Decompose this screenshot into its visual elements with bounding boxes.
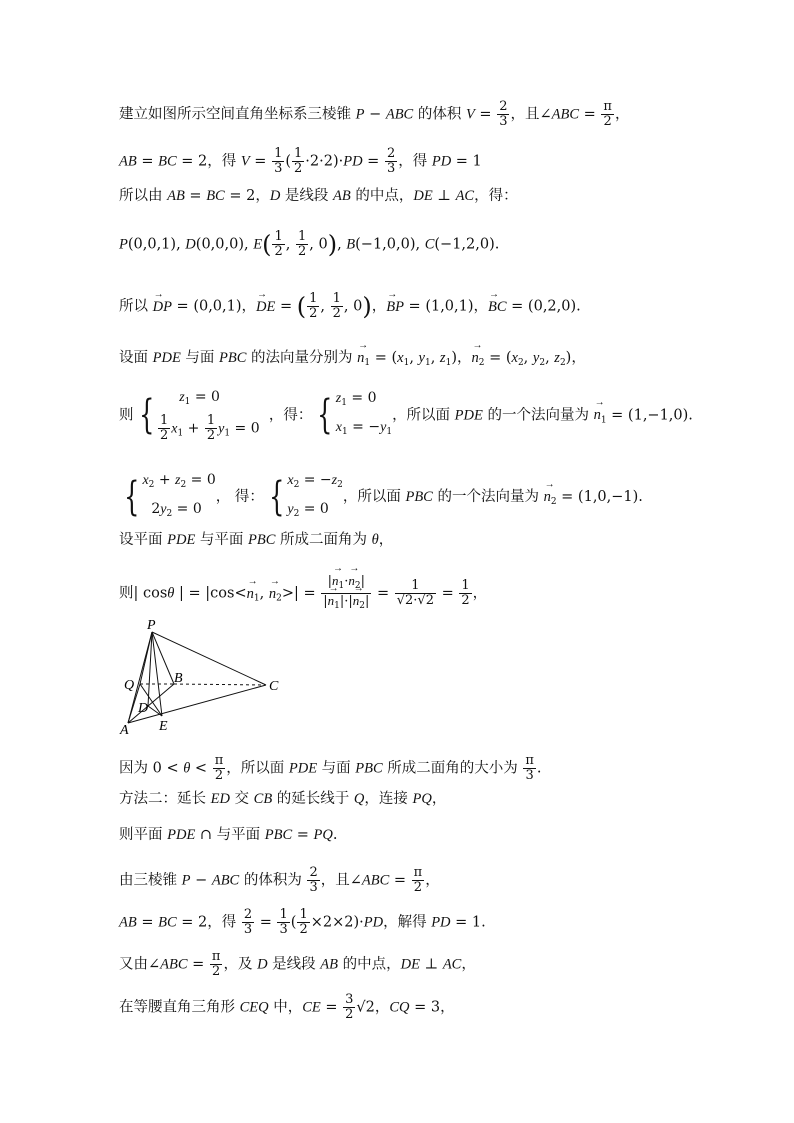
edge-PC: [152, 632, 266, 685]
label-E: E: [159, 719, 168, 734]
line-11: 因为 0 < θ < $\frac{\pi}{2}$ ，所以面 PDE 与面 PBC 所成二面角的大小为 $\frac{\pi}{3}$ .: [119, 753, 542, 783]
edge-DE: [148, 706, 162, 716]
line-15: AB = BC = 2，得 $\frac{2}{3}$ = $\frac{1}{3}$ ( $\frac{1}{2}$ ×2×2)·PD，解得 PD = 1.: [119, 907, 486, 937]
line-7: 则 { $z_1 = 0$ $\frac{1}{2}$ $x_1$ + $\frac{1}{2}$ $y_1 = 0$ ，得： { $z_1 = 0$ $x_1 = -y_1$ ，所以面 PDE 的一个法向量为 → $n_1 = (1,-1,0)$.: [119, 385, 693, 446]
line-13: 则平面 PDE ∩ 与平面 PBC = PQ.: [119, 827, 338, 843]
line-8: { $x_2 + z_2 = 0$ $2y_2 = 0$ ， 得： { $x_2 = -z_2$ $y_2 = 0$ ，所以面 PBC 的一个法向量为 → $n_2 = (1,0,-1)$.: [119, 468, 643, 526]
label-P: P: [147, 618, 156, 633]
line-17: 在等腰直角三角形 CEQ 中，CE = $\frac{3}{2}$ √2，CQ = 3，: [119, 992, 455, 1022]
line-12: 方法二：延长 ED 交 CB 的延长线于 Q，连接 PQ，: [119, 791, 447, 807]
label-A: A: [120, 723, 129, 738]
line-2: AB = BC = 2，得 V = $\frac{1}{3}$ ( $\frac{1}{2}$ ·2·2)·PD = $\frac{2}{3}$ ，得 PD = 1: [119, 146, 482, 176]
label-B: B: [174, 671, 183, 686]
line-3: 所以由 AB = BC = 2，D 是线段 AB 的中点，DE ⊥ AC，得：: [119, 188, 518, 204]
line-4: P(0,0,1), D(0,0,0), E( $\frac{1}{2}$ , $\frac{1}{2}$ , 0), B(−1,0,0), C(−1,2,0).: [119, 229, 500, 259]
line-16: 又由∠ABC = $\frac{\pi}{2}$ ，及 D 是线段 AB 的中点，DE ⊥ AC，: [119, 949, 476, 979]
line-14: 由三棱锥 P − ABC 的体积为 $\frac{2}{3}$ ，且∠ABC = $\frac{\pi}{2}$ ，: [119, 865, 440, 895]
line-5: 所以 → DP = (0,0,1)，→ DE = ( $\frac{1}{2}$ , $\frac{1}{2}$ , 0)，→ BP = (1,0,1)，→ BC = (0,2,0).: [119, 292, 581, 321]
edge-BC: [174, 684, 266, 685]
label-Q: Q: [124, 678, 135, 693]
line-6: 设面 PDE 与面 PBC 的法向量分别为 → $n_1 = (x_1$, $y_1$, $z_1$)，→ $n_2 = (x_2$, $y_2$, $z_2$)，: [119, 348, 586, 373]
line-1: 建立如图所示空间直角坐标系三棱锥 P − ABC 的体积 V = $\frac{2}{3}$ ，且∠ABC = $\frac{\pi}{2}$ ，: [119, 99, 630, 129]
line-10: 则| cosθ | = $|\cos<\to n_1$, → $n_2>|$ = $\frac{|\to n_1\cdot\to n_2|}{|\to n_1|\cdot|\to n_2|}$ = $\frac{1}{√2\cdot√2}$ = $\frac{1}{2}$ ，: [119, 574, 487, 613]
label-C: C: [269, 679, 279, 694]
line-9: 设平面 PDE 与平面 PBC 所成二面角为 θ，: [119, 532, 394, 548]
label-D: D: [138, 701, 149, 716]
tetrahedron-figure: [118, 618, 293, 738]
